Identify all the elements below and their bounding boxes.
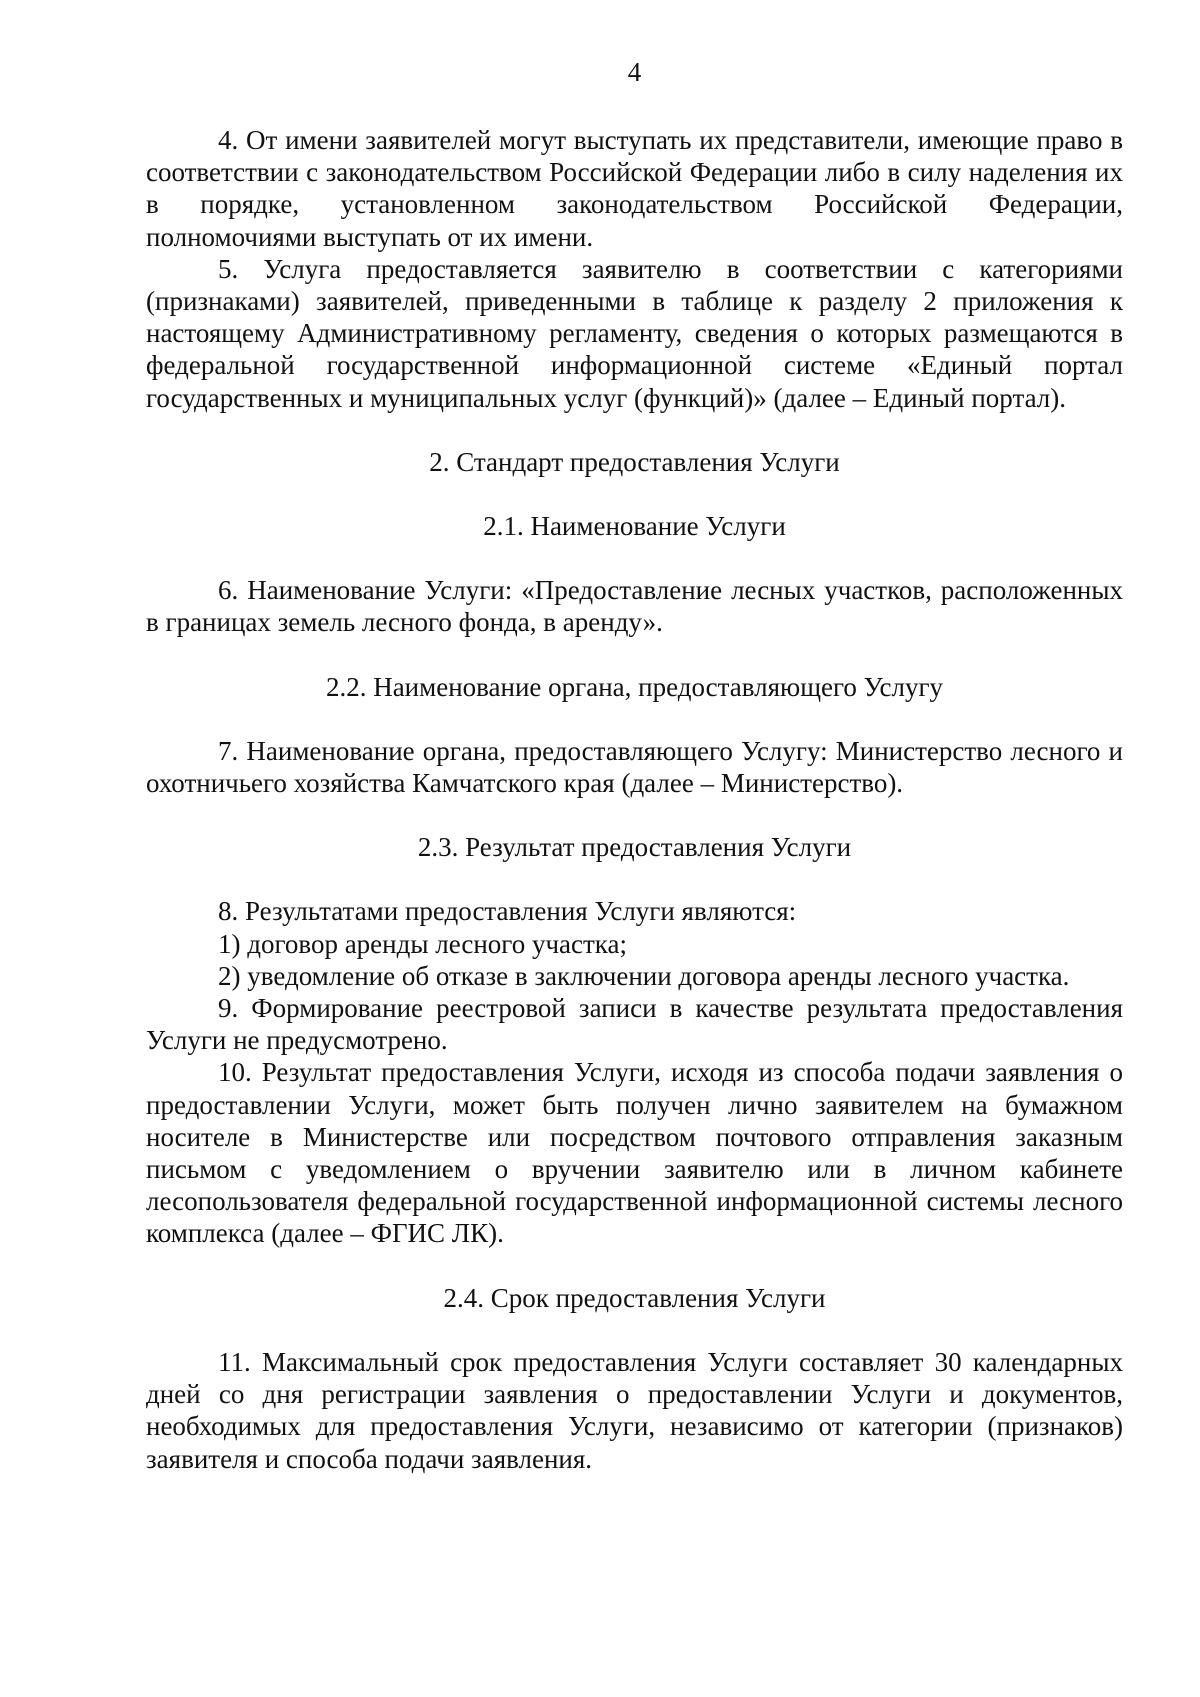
paragraph-4: 4. От имени заявителей могут выступать их представители, имеющие право в соответствии с законодательством Российской Федерации либо в силу наделения их в порядке, установленном законодательством Российской Федерации, полномочиями выступать от их имени. bbox=[146, 125, 1123, 252]
document-page bbox=[146, 0, 1123, 1697]
subsection-heading-2-1: 2.1. Наименование Услуги bbox=[483, 511, 786, 542]
list-item-8-2: 2) уведомление об отказе в заключении договора аренды лесного участка. bbox=[218, 960, 1070, 991]
document-body bbox=[146, 124, 1123, 1475]
paragraph-10: 10. Результат предоставления Услуги, исходя из способа подачи заявления о предоставлении Услуги, может быть получен лично заявителем на бумажном носителе в Министерстве или посредством почтового отправления заказным письмом с уведомлением о вручении заявителю или в личном кабинете лесопользователя федеральной государственной информационной системы лесного комплекса (далее – ФГИС ЛК). bbox=[146, 1057, 1123, 1249]
subsection-heading-2-3: 2.3. Результат предоставления Услуги bbox=[417, 832, 852, 863]
section-heading-2: 2. Стандарт предоставления Услуги bbox=[429, 446, 840, 477]
paragraph-9: 9. Формирование реестровой записи в качестве результата предоставления Услуги не предусмотрено. bbox=[146, 993, 1123, 1056]
subsection-heading-2-4: 2.4. Срок предоставления Услуги bbox=[443, 1282, 826, 1313]
paragraph-7: 7. Наименование органа, предоставляющего Услугу: Министерство лесного и охотничьего хозяйства Камчатского края (далее – Министерство). bbox=[146, 735, 1123, 799]
paragraph-5: 5. Услуга предоставляется заявителю в соответствии с категориями (признаками) заявителей, приведенными в таблице к разделу 2 приложения к настоящему Административному регламенту, сведения о которых размещаются в федеральной государственной информационной системе «Единый портал государственных и муниципальных услуг (функций)» (далее – Единый портал). bbox=[146, 253, 1123, 413]
paragraph-11: 11. Максимальный срок предоставления Услуги составляет 30 календарных дней со дня регистрации заявления о предоставлении Услуги и документов, необходимых для предоставления Услуги, независимо от категории (признаков) заявителя и способа подачи заявления. bbox=[146, 1346, 1123, 1474]
paragraph-6: 6. Наименование Услуги: «Предоставление лесных участков, расположенных в границах земель лесного фонда, в аренду». bbox=[146, 575, 1123, 638]
page-number: 4 bbox=[627, 57, 642, 87]
list-item-8-1: 1) договор аренды лесного участка; bbox=[218, 928, 627, 959]
subsection-heading-2-2: 2.2. Наименование органа, предоставляющего Услугу bbox=[325, 671, 944, 702]
paragraph-8: 8. Результатами предоставления Услуги являются: bbox=[218, 896, 797, 927]
